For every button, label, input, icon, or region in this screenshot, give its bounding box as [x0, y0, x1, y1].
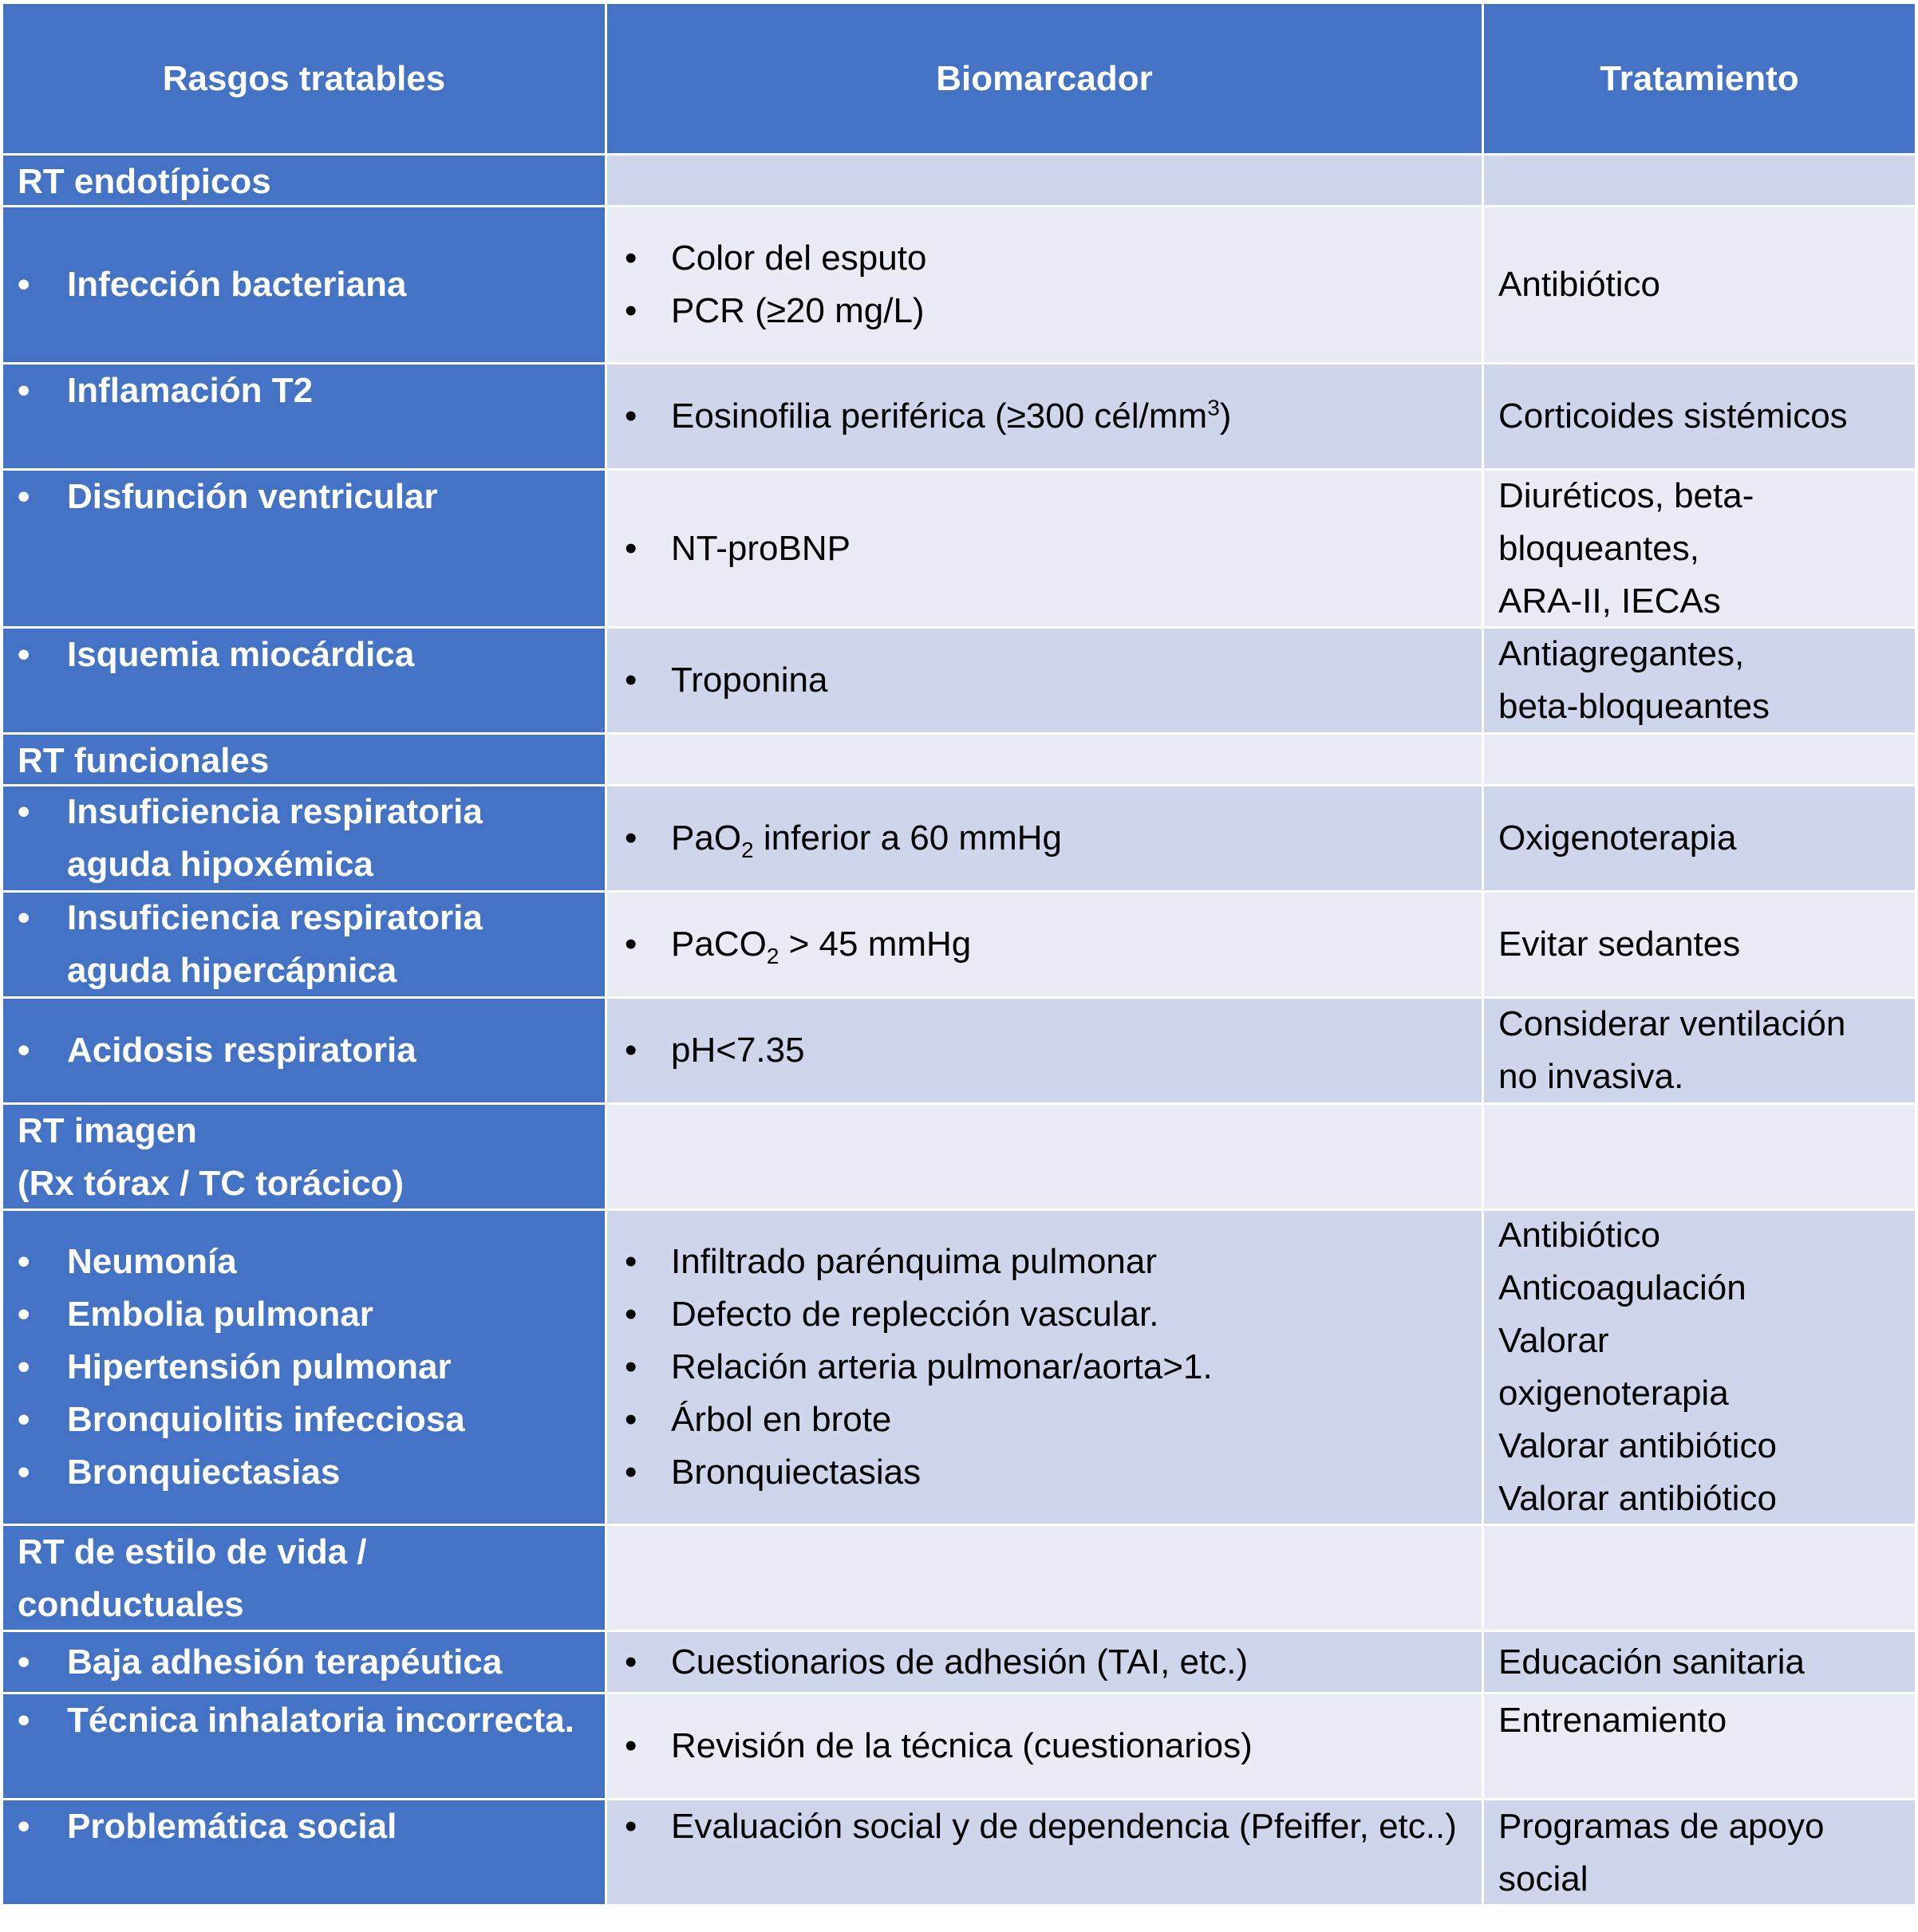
bullet-icon: • — [625, 1400, 637, 1439]
subscript: 2 — [741, 837, 754, 862]
treatment-line: Valorar antibiótico — [1498, 1426, 1777, 1465]
bullet-icon: • — [18, 635, 30, 674]
trait-text: Problemática social — [67, 1807, 397, 1846]
trait-text: Acidosis respiratoria — [67, 1031, 416, 1070]
bullet-icon: • — [18, 1242, 30, 1281]
biomarker-item — [622, 285, 1467, 337]
section-title — [3, 156, 605, 205]
treatment-line: Considerar ventilación — [1498, 1004, 1846, 1043]
treatment-cell — [1484, 1800, 1915, 1904]
treatment-line: Valorar — [1498, 1321, 1609, 1360]
trait-text: Baja adhesión terapéutica — [67, 1642, 503, 1682]
bullet-icon: • — [625, 1807, 637, 1846]
bullet-icon: • — [625, 818, 637, 858]
treatment-cell — [1484, 1632, 1915, 1692]
superscript: 3 — [1207, 395, 1220, 420]
bullet-icon: • — [18, 1347, 30, 1386]
treatment-line: oxigenoterapia — [1498, 1374, 1729, 1413]
treatment-line: ARA-II, IECAs — [1498, 581, 1721, 621]
biomarker-cell — [607, 1800, 1482, 1904]
trait-cell — [3, 1694, 605, 1798]
biomarker-item — [622, 1341, 1467, 1394]
trait-item — [18, 1800, 590, 1853]
bullet-icon: • — [18, 371, 30, 410]
bullet-icon: • — [625, 1347, 637, 1386]
trait-text: Disfunción ventricular — [67, 477, 438, 516]
section-title — [3, 735, 605, 784]
treatment-line: Diuréticos, beta- — [1498, 475, 1754, 515]
biomarker-text: Color del esputo — [671, 239, 927, 278]
biomarker-item — [622, 232, 1467, 285]
treatment-line: Educación sanitaria — [1498, 1642, 1806, 1682]
treatment-line: Antibiótico — [1498, 1216, 1661, 1255]
bullet-icon: • — [625, 1031, 637, 1070]
bullet-icon: • — [625, 1642, 637, 1682]
section-title — [3, 1105, 605, 1208]
trait-item — [18, 1636, 590, 1689]
treatment-line: Corticoides sistémicos — [1498, 396, 1848, 436]
trait-item — [18, 1236, 590, 1288]
trait-cell — [3, 207, 605, 362]
traits-table — [3, 4, 1915, 1928]
biomarker-item — [622, 1288, 1467, 1341]
trait-cell — [3, 787, 605, 890]
biomarker-text: Revisión de la técnica (cuestionarios) — [671, 1726, 1253, 1765]
subscript: 2 — [766, 943, 779, 968]
bullet-icon: • — [18, 1031, 30, 1070]
treatment-cell — [1484, 1211, 1915, 1524]
biomarker-text: Infiltrado parénquima pulmonar — [671, 1242, 1158, 1281]
trait-text: Neumonía — [67, 1242, 237, 1281]
trait-item — [18, 1446, 590, 1499]
biomarker-item — [622, 1024, 1467, 1077]
biomarker-text: Relación arteria pulmonar/aorta>1. — [671, 1347, 1213, 1386]
treatment-line: bloqueantes, — [1498, 528, 1699, 568]
biomarker-cell — [607, 471, 1482, 626]
biomarker-text: pH<7.35 — [671, 1031, 805, 1070]
treatment-line: Antibiótico — [1498, 265, 1661, 304]
treatment-line: no invasiva. — [1498, 1057, 1684, 1096]
bullet-icon: • — [625, 396, 637, 436]
biomarker-cell — [607, 787, 1482, 890]
header-rasgos: Rasgos tratables — [3, 4, 605, 153]
biomarker-text: Defecto de replección vascular. — [671, 1295, 1159, 1334]
biomarker-cell — [607, 1105, 1482, 1208]
biomarker-item — [622, 1446, 1467, 1499]
bullet-icon: • — [18, 1453, 30, 1492]
treatment-cell — [1484, 207, 1915, 362]
trait-item — [18, 1394, 590, 1446]
trait-text: Insuficiencia respiratoria aguda hipoxémica — [67, 792, 483, 884]
section-title-line: conductuales — [18, 1585, 244, 1624]
section-title-line: RT imagen — [18, 1111, 197, 1150]
treatment-cell — [1484, 735, 1915, 784]
biomarker-cell — [607, 207, 1482, 362]
biomarker-item — [622, 654, 1467, 707]
bullet-icon: • — [18, 265, 30, 304]
biomarker-cell — [607, 1632, 1482, 1692]
bullet-icon: • — [18, 1701, 30, 1740]
trait-item — [18, 1288, 590, 1341]
biomarker-item — [622, 390, 1467, 443]
bullet-icon: • — [625, 925, 637, 964]
treatment-line: social — [1498, 1859, 1588, 1898]
bullet-icon: • — [625, 1453, 637, 1492]
trait-text: Embolia pulmonar — [67, 1295, 373, 1334]
treatment-line: Valorar antibiótico — [1498, 1479, 1777, 1518]
biomarker-text: NT-proBNP — [671, 528, 850, 568]
trait-text: Isquemia miocárdica — [67, 635, 415, 674]
bullet-icon: • — [18, 1642, 30, 1682]
treatment-cell — [1484, 471, 1915, 626]
bullet-icon: • — [625, 1726, 637, 1765]
biomarker-text: PaO$_2$ inferior a 60 mmHg — [671, 818, 1062, 862]
treatment-cell — [1484, 1526, 1915, 1630]
trait-cell — [3, 629, 605, 732]
trait-item — [18, 365, 590, 417]
section-title — [3, 1526, 605, 1630]
trait-item — [18, 1341, 590, 1394]
biomarker-item — [622, 918, 1467, 971]
bullet-icon: • — [18, 477, 30, 516]
trait-cell — [3, 1211, 605, 1524]
trait-cell — [3, 471, 605, 626]
trait-item — [18, 893, 590, 996]
bullet-icon: • — [18, 1295, 30, 1334]
bullet-icon: • — [18, 1400, 30, 1439]
treatment-cell — [1484, 999, 1915, 1102]
trait-cell — [3, 1632, 605, 1692]
trait-cell — [3, 999, 605, 1102]
biomarker-cell — [607, 629, 1482, 732]
trait-item — [18, 1694, 590, 1747]
trait-text: Inflamación T2 — [67, 371, 314, 410]
treatment-line: Oxigenoterapia — [1498, 818, 1737, 858]
treatment-line: Anticoagulación — [1498, 1268, 1746, 1307]
biomarker-cell — [607, 735, 1482, 784]
section-title-line: RT funcionales — [18, 741, 270, 780]
biomarker-text: PCR (≥20 mg/L) — [671, 291, 925, 330]
treatment-line: Entrenamiento — [1498, 1701, 1727, 1740]
section-title-line: RT de estilo de vida / — [18, 1532, 367, 1571]
bullet-icon: • — [625, 1295, 637, 1334]
treatment-line: beta-bloqueantes — [1498, 687, 1770, 726]
treatment-line: Evitar sedantes — [1498, 925, 1741, 964]
biomarker-text: Troponina — [671, 660, 828, 700]
trait-text: Bronquiectasias — [67, 1453, 341, 1492]
section-title-line: RT endotípicos — [18, 162, 271, 201]
biomarker-cell — [607, 1211, 1482, 1524]
biomarker-item — [622, 1720, 1467, 1772]
bullet-icon: • — [625, 528, 637, 568]
biomarker-cell — [607, 156, 1482, 205]
bullet-icon: • — [18, 1807, 30, 1846]
treatment-line: Programas de apoyo — [1498, 1807, 1825, 1846]
trait-item — [18, 471, 590, 523]
biomarker-cell — [607, 1694, 1482, 1798]
treatment-cell — [1484, 629, 1915, 732]
bullet-icon: • — [18, 792, 30, 831]
biomarker-cell — [607, 365, 1482, 468]
treatment-cell — [1484, 787, 1915, 890]
biomarker-item — [622, 1636, 1467, 1689]
trait-text: Hipertensión pulmonar — [67, 1347, 452, 1386]
trait-text: Bronquiolitis infecciosa — [67, 1400, 465, 1439]
header-biomarcador: Biomarcador — [607, 4, 1482, 153]
biomarker-cell — [607, 1526, 1482, 1630]
biomarker-text: Bronquiectasias — [671, 1453, 922, 1492]
bullet-icon: • — [625, 1242, 637, 1281]
biomarker-cell — [607, 893, 1482, 996]
trait-cell — [3, 1800, 605, 1904]
treatment-line: Antiagregantes, — [1498, 634, 1745, 673]
trait-text: Infección bacteriana — [67, 265, 407, 304]
biomarker-item — [622, 1236, 1467, 1288]
biomarker-cell — [607, 999, 1482, 1102]
biomarker-text: Cuestionarios de adhesión (TAI, etc.) — [671, 1642, 1249, 1682]
treatment-cell — [1484, 365, 1915, 468]
trait-item — [18, 258, 590, 311]
biomarker-item — [622, 1800, 1467, 1853]
biomarker-text: Eosinofilia periférica (≥300 cél/$mm^3$) — [671, 395, 1232, 436]
trait-item — [18, 629, 590, 681]
section-title-line: (Rx tórax / TC torácico) — [18, 1164, 405, 1203]
trait-text: Insuficiencia respiratoria aguda hipercápnica — [67, 898, 483, 990]
biomarker-text: PaCO$_2$ > 45 mmHg — [671, 925, 972, 968]
treatment-cell — [1484, 1694, 1915, 1798]
bullet-icon: • — [625, 291, 637, 330]
biomarker-text: Evaluación social y de dependencia (Pfeiffer, etc..) — [671, 1807, 1457, 1846]
trait-cell — [3, 893, 605, 996]
biomarker-item — [622, 812, 1467, 865]
trait-item — [18, 787, 590, 890]
trait-item — [18, 1024, 590, 1077]
treatment-cell — [1484, 1105, 1915, 1208]
trait-text: Técnica inhalatoria incorrecta. — [67, 1701, 574, 1740]
biomarker-item — [622, 522, 1467, 575]
biomarker-text: Árbol en brote — [671, 1400, 892, 1439]
bullet-icon: • — [625, 239, 637, 278]
trait-cell — [3, 365, 605, 468]
biomarker-item — [622, 1394, 1467, 1446]
header-tratamiento: Tratamiento — [1484, 4, 1915, 153]
treatment-cell — [1484, 893, 1915, 996]
bullet-icon: • — [18, 898, 30, 937]
bullet-icon: • — [625, 660, 637, 700]
treatment-cell — [1484, 156, 1915, 205]
